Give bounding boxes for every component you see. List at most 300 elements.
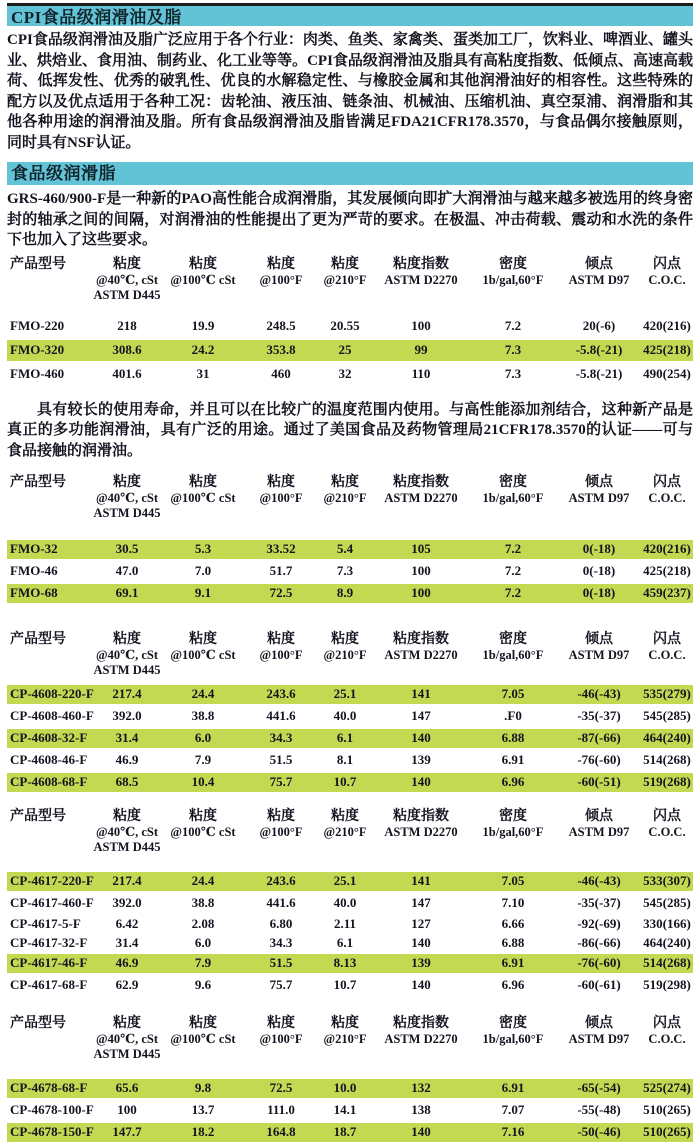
column-header-title: 密度	[499, 256, 527, 272]
column-header-unit: @210°F	[323, 1032, 367, 1046]
value-cell: 110	[411, 365, 431, 381]
column-header-title: 粘度	[267, 256, 295, 272]
value-cell: 46.9	[115, 752, 139, 767]
column-header	[317, 808, 373, 869]
value-cell: 100	[411, 317, 431, 333]
column-header	[245, 256, 317, 313]
column-header	[161, 808, 245, 869]
section-title-grease: 食品级润滑脂	[11, 164, 116, 183]
column-header	[161, 631, 245, 682]
table-header-row	[7, 808, 693, 869]
column-header	[557, 474, 641, 537]
value-cell: 5.3	[161, 540, 245, 559]
column-header-unit: @40℃, cSt	[95, 1032, 159, 1046]
column-header-title: 倾点	[585, 256, 613, 272]
column-header-title: 倾点	[585, 1016, 613, 1031]
column-header	[373, 256, 469, 313]
value-cell: 140	[373, 1123, 469, 1142]
value-cell: 18.7	[317, 1123, 373, 1142]
value-cell: 6.80	[269, 916, 293, 931]
column-header-unit: @40℃, cSt	[95, 272, 159, 287]
column-header	[557, 631, 641, 682]
value-cell: 9.8	[161, 1079, 245, 1098]
value-cell: 72.5	[245, 1079, 317, 1098]
column-header-title: 粘度	[113, 809, 141, 824]
value-cell: 139	[411, 752, 431, 767]
product-model-cell: CP-4608-68-F	[7, 773, 93, 792]
column-header-unit: C.O.C.	[648, 825, 686, 839]
value-cell: 353.8	[245, 340, 317, 361]
column-header-unit: @40℃, cSt	[95, 648, 159, 662]
value-cell: 6.88	[501, 935, 525, 950]
column-header	[373, 1015, 469, 1076]
column-header-unit: 1b/gal,60°F	[482, 825, 544, 839]
value-cell: 2.11	[333, 916, 357, 931]
column-header-unit: ASTM D2270	[384, 272, 458, 287]
value-cell: 330(166)	[643, 916, 691, 931]
column-header-unit: ASTM D2270	[384, 825, 458, 839]
value-cell: -5.8(-21)	[575, 365, 623, 381]
value-cell: 24.4	[161, 872, 245, 891]
table-row	[7, 364, 693, 385]
value-cell: 6.1	[317, 729, 373, 748]
product-model-cell: CP-4617-220-F	[7, 872, 93, 891]
column-header-unit: 1b/gal,60°F	[482, 1032, 544, 1046]
column-header-method: ASTM D445	[93, 506, 161, 520]
column-header-title: 粘度	[113, 632, 141, 647]
value-cell: 25.1	[317, 872, 373, 891]
value-cell: 8.1	[336, 752, 354, 767]
table-row	[7, 751, 693, 770]
value-cell: 464(240)	[641, 729, 693, 748]
column-header	[317, 256, 373, 313]
column-header-product: 产品型号	[10, 1016, 66, 1031]
product-model-cell: CP-4617-68-F	[10, 977, 88, 992]
product-model-cell: CP-4617-46-F	[7, 954, 93, 973]
product-model-cell: CP-4678-100-F	[10, 1102, 94, 1117]
column-header-unit: ASTM D2270	[384, 1032, 458, 1046]
value-cell: 7.2	[469, 584, 557, 603]
column-header-unit: @100℃ cSt	[170, 825, 236, 839]
value-cell: 24.2	[161, 340, 245, 361]
value-cell: 20(-6)	[582, 317, 616, 333]
value-cell: 243.6	[245, 685, 317, 704]
value-cell: 140	[373, 773, 469, 792]
value-cell: 7.2	[469, 540, 557, 559]
value-cell: 7.07	[501, 1102, 525, 1117]
table-row	[7, 916, 693, 932]
column-header	[161, 1015, 245, 1076]
column-header-method: ASTM D445	[93, 287, 161, 302]
column-header-product: 产品型号	[10, 475, 66, 490]
column-header-unit: ASTM D97	[568, 272, 630, 287]
section-title-bar-grease	[7, 162, 693, 185]
spec-table-cp4608	[7, 628, 693, 795]
column-header	[161, 256, 245, 313]
value-cell: 7.9	[194, 752, 212, 767]
table-row	[7, 935, 693, 951]
value-cell: 519(298)	[643, 977, 691, 992]
column-header	[469, 1015, 557, 1076]
value-cell: 6.91	[469, 1079, 557, 1098]
column-header-unit: @100°F	[259, 491, 303, 505]
value-cell: 51.5	[245, 954, 317, 973]
value-cell: 40.0	[333, 895, 357, 910]
value-cell: 100	[117, 1102, 137, 1117]
column-header	[641, 631, 693, 682]
column-header-unit: @210°F	[323, 491, 367, 505]
value-cell: 147.7	[93, 1123, 161, 1142]
spec-table-cp4617	[7, 805, 693, 998]
value-cell: 164.8	[245, 1123, 317, 1142]
value-cell: 31.4	[93, 729, 161, 748]
column-header-title: 粘度	[331, 1016, 359, 1031]
value-cell: 32	[338, 365, 352, 381]
column-header	[469, 474, 557, 537]
product-model-cell: FMO-320	[7, 340, 93, 361]
column-header-title: 粘度	[189, 256, 217, 272]
column-header-product: 产品型号	[10, 256, 66, 272]
value-cell: 68.5	[93, 773, 161, 792]
column-header-title: 密度	[499, 632, 527, 647]
value-cell: 65.6	[93, 1079, 161, 1098]
value-cell: 141	[373, 872, 469, 891]
value-cell: -55(-48)	[577, 1102, 621, 1117]
spec-table-fmo-heavy	[7, 253, 693, 388]
value-cell: 514(268)	[643, 752, 691, 767]
value-cell: 14.1	[333, 1102, 357, 1117]
value-cell: 10.7	[333, 977, 357, 992]
column-header-title: 粘度	[331, 475, 359, 490]
column-header	[93, 631, 161, 682]
value-cell: 7.16	[469, 1123, 557, 1142]
column-header	[245, 808, 317, 869]
column-header	[317, 474, 373, 537]
value-cell: 7.3	[336, 563, 354, 578]
value-cell: 31.4	[115, 935, 139, 950]
column-header	[161, 474, 245, 537]
product-model-cell: CP-4608-220-F	[7, 685, 93, 704]
value-cell: 7.2	[504, 563, 522, 578]
value-cell: 459(237)	[641, 584, 693, 603]
value-cell: 7.0	[194, 563, 212, 578]
column-header	[469, 256, 557, 313]
value-cell: 217.4	[93, 685, 161, 704]
product-model-cell: FMO-220	[10, 317, 65, 333]
table-row	[7, 316, 693, 337]
column-header-unit: @210°F	[323, 648, 367, 662]
value-cell: 7.2	[504, 317, 522, 333]
column-header-title: 粘度指数	[393, 809, 449, 824]
column-header	[641, 808, 693, 869]
value-cell: 140	[373, 729, 469, 748]
value-cell: -46(-43)	[557, 872, 641, 891]
column-header-unit: 1b/gal,60°F	[482, 491, 544, 505]
column-header	[245, 1015, 317, 1076]
table-row	[7, 1079, 693, 1098]
value-cell: 401.6	[112, 365, 142, 381]
value-cell: 7.9	[161, 954, 245, 973]
column-header-unit: ASTM D2270	[384, 491, 458, 505]
value-cell: 6.96	[469, 773, 557, 792]
value-cell: 138	[411, 1102, 431, 1117]
column-header-title: 闪点	[653, 256, 681, 272]
column-header-title: 闪点	[653, 475, 681, 490]
value-cell: 0(-18)	[557, 584, 641, 603]
value-cell: 464(240)	[643, 935, 691, 950]
product-model-cell: CP-4608-46-F	[10, 752, 88, 767]
table-header-row	[7, 474, 693, 537]
intro-paragraph-grease: GRS-460/900-F是一种新的PAO高性能合成润滑脂，其发展倾向即扩大润滑油与越来越多被选用的终身密封的轴承之间的间隔，对润滑油的性能提出了更为严苛的要求。在极温、冲击荷载、震动和水洗的条件下也加入了这些要求。	[7, 191, 693, 248]
column-header-unit: @100°F	[259, 648, 303, 662]
table-row	[7, 729, 693, 748]
value-cell: 441.6	[266, 895, 296, 910]
value-cell: 31	[196, 365, 210, 381]
product-model-cell: FMO-460	[10, 365, 65, 381]
table-row	[7, 954, 693, 973]
value-cell: 33.52	[245, 540, 317, 559]
spec-table-fmo-light	[7, 471, 693, 606]
table-row	[7, 976, 693, 995]
column-header-unit: @100℃ cSt	[170, 1032, 236, 1046]
column-header	[245, 631, 317, 682]
value-cell: 425(218)	[641, 340, 693, 361]
product-model-cell: FMO-32	[7, 540, 93, 559]
value-cell: 100	[373, 584, 469, 603]
column-header-title: 粘度	[113, 256, 141, 272]
value-cell: 392.0	[112, 708, 142, 723]
value-cell: 460	[271, 365, 291, 381]
value-cell: 9.1	[161, 584, 245, 603]
column-header-unit: @100℃ cSt	[170, 648, 236, 662]
value-cell: -5.8(-21)	[557, 340, 641, 361]
value-cell: -65(-54)	[557, 1079, 641, 1098]
column-header-title: 粘度	[267, 1016, 295, 1031]
value-cell: -76(-60)	[577, 752, 621, 767]
column-header-title: 粘度指数	[393, 256, 449, 272]
value-cell: -35(-37)	[577, 895, 621, 910]
column-header-title: 粘度	[113, 475, 141, 490]
value-cell: 10.7	[317, 773, 373, 792]
product-model-cell: FMO-46	[10, 563, 58, 578]
column-header-unit: C.O.C.	[648, 1032, 686, 1046]
value-cell: 25	[317, 340, 373, 361]
column-header-product: 产品型号	[10, 632, 66, 647]
product-model-cell: CP-4617-32-F	[10, 935, 88, 950]
column-header-title: 倾点	[585, 632, 613, 647]
column-header-unit: @100℃ cSt	[170, 491, 236, 505]
column-header-unit: ASTM D97	[568, 1032, 630, 1046]
column-header	[373, 631, 469, 682]
value-cell: 7.05	[469, 685, 557, 704]
value-cell: -87(-66)	[557, 729, 641, 748]
column-header	[93, 1015, 161, 1076]
value-cell: 243.6	[245, 872, 317, 891]
value-cell: 533(307)	[641, 872, 693, 891]
column-header-unit: 1b/gal,60°F	[482, 648, 544, 662]
column-header-unit: @210°F	[323, 825, 367, 839]
value-cell: 30.5	[93, 540, 161, 559]
value-cell: 525(274)	[641, 1079, 693, 1098]
column-header	[557, 256, 641, 313]
column-header-unit: C.O.C.	[648, 648, 686, 662]
column-header-title: 粘度	[189, 1016, 217, 1031]
value-cell: 6.42	[115, 916, 139, 931]
value-cell: 34.3	[245, 729, 317, 748]
value-cell: 420(216)	[643, 317, 691, 333]
value-cell: 75.7	[269, 977, 293, 992]
table-row	[7, 685, 693, 704]
value-cell: 535(279)	[641, 685, 693, 704]
column-header-unit: ASTM D97	[568, 825, 630, 839]
note-paragraph: 具有较长的使用寿命，并且可以在比较广的温度范围内使用。与高性能添加剂结合，这种新产品是真正的多功能润滑油，具有广泛的用途。通过了美国食品及药物管理局21CFR178.3570的认证——可与食品接触的润滑油。	[7, 401, 693, 459]
value-cell: 111.0	[267, 1102, 295, 1117]
value-cell: 51.7	[269, 563, 293, 578]
table-row	[7, 894, 693, 913]
product-model-cell: CP-4678-68-F	[7, 1079, 93, 1098]
table-row	[7, 707, 693, 726]
column-header-title: 粘度	[331, 632, 359, 647]
column-header-unit: C.O.C.	[648, 491, 686, 505]
value-cell: 490(254)	[643, 365, 691, 381]
column-header-method: ASTM D445	[93, 840, 161, 854]
table-row	[7, 540, 693, 559]
value-cell: 147	[411, 895, 431, 910]
value-cell: 7.05	[469, 872, 557, 891]
value-cell: 99	[373, 340, 469, 361]
column-header-title: 闪点	[653, 1016, 681, 1031]
column-header	[641, 1015, 693, 1076]
value-cell: 510(265)	[643, 1102, 691, 1117]
product-model-cell: CP-4608-460-F	[10, 708, 94, 723]
value-cell: 127	[411, 916, 431, 931]
value-cell: 519(268)	[641, 773, 693, 792]
column-header-method: ASTM D445	[93, 1047, 161, 1061]
value-cell: 100	[411, 563, 431, 578]
spec-table-cp4678	[7, 1012, 693, 1145]
value-cell: 141	[373, 685, 469, 704]
table-header-row	[7, 256, 693, 313]
column-header-title: 粘度	[113, 1016, 141, 1031]
value-cell: 218	[117, 317, 137, 333]
column-header	[641, 256, 693, 313]
value-cell: -86(-66)	[577, 935, 621, 950]
table-row	[7, 340, 693, 361]
column-header-unit: C.O.C.	[648, 272, 686, 287]
value-cell: 147	[411, 708, 431, 723]
column-header-unit: ASTM D97	[568, 491, 630, 505]
value-cell: 7.3	[469, 340, 557, 361]
value-cell: -76(-60)	[557, 954, 641, 973]
column-header-unit: @40℃, cSt	[95, 491, 159, 505]
value-cell: 72.5	[245, 584, 317, 603]
product-model-cell: CP-4617-460-F	[10, 895, 94, 910]
column-header-title: 粘度	[331, 256, 359, 272]
value-cell: 5.4	[317, 540, 373, 559]
value-cell: 10.4	[161, 773, 245, 792]
column-header	[373, 808, 469, 869]
value-cell: 6.66	[501, 916, 525, 931]
column-header-unit: @40℃, cSt	[95, 825, 159, 839]
column-header-title: 粘度	[331, 809, 359, 824]
column-header-unit: 1b/gal,60°F	[482, 272, 544, 287]
column-header	[245, 474, 317, 537]
column-header	[93, 808, 161, 869]
column-header-title: 闪点	[653, 809, 681, 824]
column-header-product: 产品型号	[10, 809, 66, 824]
value-cell: 545(285)	[643, 708, 691, 723]
value-cell: 13.7	[191, 1102, 215, 1117]
value-cell: 6.0	[194, 935, 212, 950]
value-cell: 425(218)	[643, 563, 691, 578]
value-cell: 545(285)	[643, 895, 691, 910]
value-cell: 6.91	[469, 954, 557, 973]
column-header-title: 粘度指数	[393, 1016, 449, 1031]
value-cell: 7.3	[504, 365, 522, 381]
value-cell: 139	[373, 954, 469, 973]
column-header-title: 粘度	[189, 475, 217, 490]
value-cell: 46.9	[93, 954, 161, 973]
value-cell: 0(-18)	[557, 540, 641, 559]
column-header	[93, 256, 161, 313]
table-row	[7, 1123, 693, 1142]
column-header-title: 粘度	[189, 809, 217, 824]
value-cell: 38.8	[191, 895, 215, 910]
value-cell: 2.08	[191, 916, 215, 931]
value-cell: 40.0	[333, 708, 357, 723]
value-cell: 8.9	[317, 584, 373, 603]
value-cell: 18.2	[161, 1123, 245, 1142]
column-header	[557, 808, 641, 869]
column-header-title: 粘度	[267, 475, 295, 490]
table-row	[7, 1101, 693, 1120]
column-header	[469, 631, 557, 682]
value-cell: 19.9	[191, 317, 215, 333]
column-header-title: 闪点	[653, 632, 681, 647]
product-model-cell: CP-4617-5-F	[10, 916, 81, 931]
column-header-title: 粘度指数	[393, 475, 449, 490]
product-model-cell: FMO-68	[7, 584, 93, 603]
table-row	[7, 872, 693, 891]
column-header-unit: ASTM D97	[568, 648, 630, 662]
value-cell: 20.55	[330, 317, 360, 333]
column-header	[317, 1015, 373, 1076]
column-header-title: 粘度	[267, 632, 295, 647]
value-cell: 308.6	[93, 340, 161, 361]
column-header	[557, 1015, 641, 1076]
value-cell: 24.4	[161, 685, 245, 704]
value-cell: -60(-61)	[577, 977, 621, 992]
value-cell: -60(-51)	[557, 773, 641, 792]
value-cell: 47.0	[115, 563, 139, 578]
value-cell: 10.0	[317, 1079, 373, 1098]
column-header-method: ASTM D445	[93, 663, 161, 677]
column-header-unit: @100°F	[259, 1032, 303, 1046]
table-row	[7, 562, 693, 581]
value-cell: 25.1	[317, 685, 373, 704]
column-header	[317, 631, 373, 682]
value-cell: 6.88	[469, 729, 557, 748]
value-cell: 420(216)	[641, 540, 693, 559]
table-row	[7, 773, 693, 792]
value-cell: 38.8	[191, 708, 215, 723]
value-cell: 62.9	[115, 977, 139, 992]
value-cell: 217.4	[93, 872, 161, 891]
column-header-title: 倾点	[585, 809, 613, 824]
value-cell: 105	[373, 540, 469, 559]
column-header-title: 倾点	[585, 475, 613, 490]
column-header-unit: ASTM D2270	[384, 648, 458, 662]
